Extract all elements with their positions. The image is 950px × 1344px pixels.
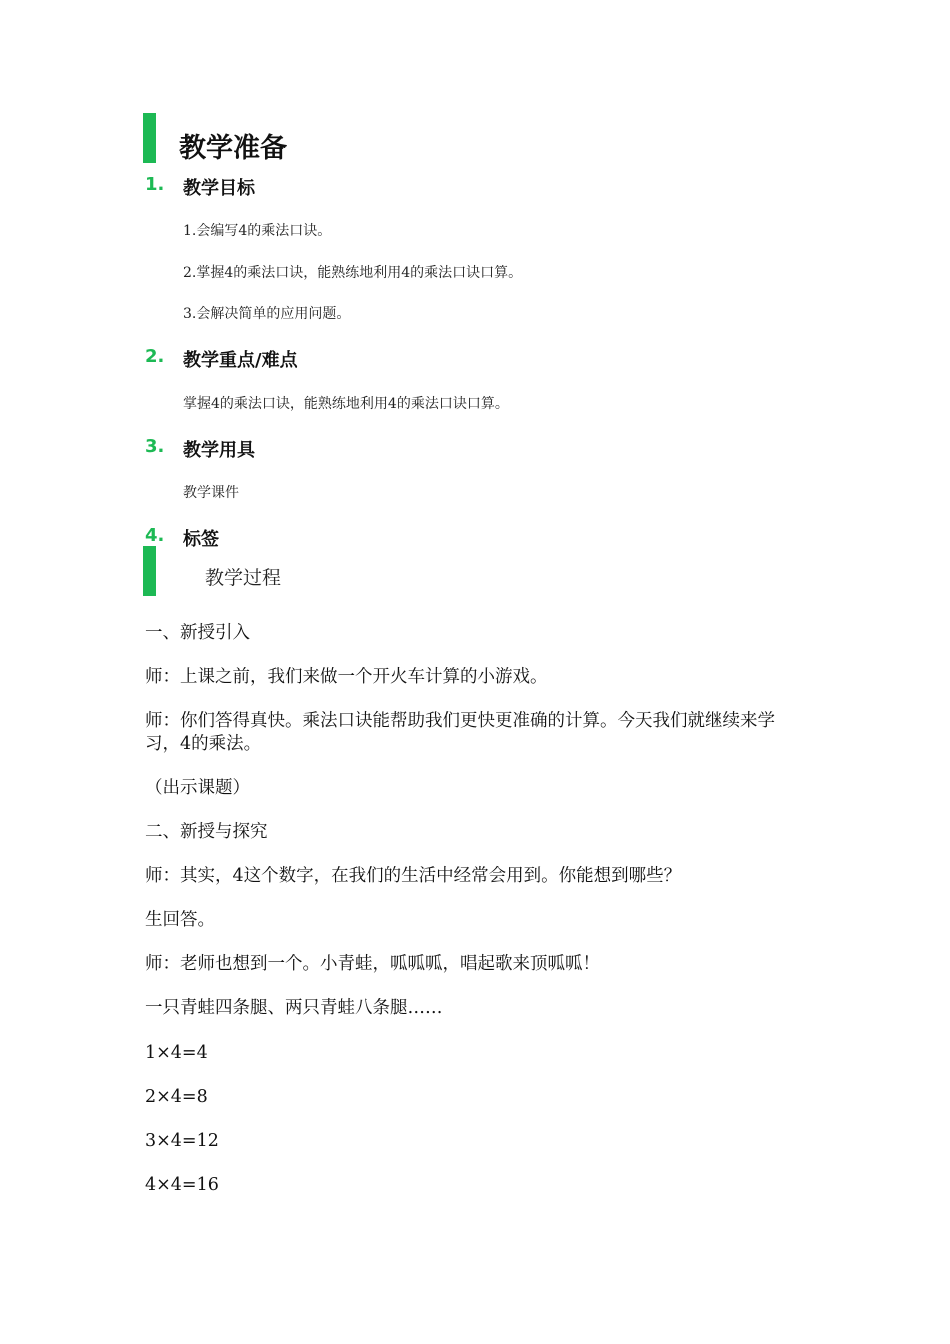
paragraph: 二、新授与探究 xyxy=(145,822,268,842)
section-title-process: 教学过程 xyxy=(205,567,282,589)
section-title-preparation: 教学准备 xyxy=(179,133,287,164)
tools-line: 教学课件 xyxy=(183,485,239,501)
item-number: 4. xyxy=(145,525,165,546)
paragraph: 师：老师也想到一个。小青蛙，呱呱呱，唱起歌来顶呱呱！ xyxy=(145,954,600,974)
key-points-line: 掌握4的乘法口诀，能熟练地利用4的乘法口诀口算。 xyxy=(183,396,509,412)
paragraph: 师：上课之前，我们来做一个开火车计算的小游戏。 xyxy=(145,667,548,687)
paragraph: 一、新授引入 xyxy=(145,623,250,643)
paragraph: 师：其实，4这个数字，在我们的生活中经常会用到。你能想到哪些？ xyxy=(145,866,682,886)
equation: 1×4=4 xyxy=(145,1043,208,1063)
paragraph: 一只青蛙四条腿、两只青蛙八条腿…… xyxy=(145,998,443,1018)
item-number: 2. xyxy=(145,346,165,367)
objective-line-3: 3.会解决简单的应用问题。 xyxy=(183,306,351,322)
objective-line-1: 1.会编写4的乘法口诀。 xyxy=(183,223,332,239)
objective-line-2: 2.掌握4的乘法口诀，能熟练地利用4的乘法口诀口算。 xyxy=(183,265,523,281)
paragraph: 师：你们答得真快。乘法口诀能帮助我们更快更准确的计算。今天我们就继续来学习，4的乘法。 xyxy=(145,711,775,754)
paragraph: 生回答。 xyxy=(145,910,215,930)
item-number: 1. xyxy=(145,174,165,195)
section-marker-bar xyxy=(143,546,156,596)
section-marker-bar xyxy=(143,113,156,163)
equation: 4×4=16 xyxy=(145,1175,219,1195)
item-heading-objectives: 教学目标 xyxy=(183,178,255,199)
item-number: 3. xyxy=(145,436,165,457)
item-heading-tags: 标签 xyxy=(183,529,219,550)
equation: 2×4=8 xyxy=(145,1087,208,1107)
paragraph: （出示课题） xyxy=(145,778,250,798)
item-heading-key-points: 教学重点/难点 xyxy=(183,350,298,371)
equation: 3×4=12 xyxy=(145,1131,219,1151)
item-heading-tools: 教学用具 xyxy=(183,440,255,461)
